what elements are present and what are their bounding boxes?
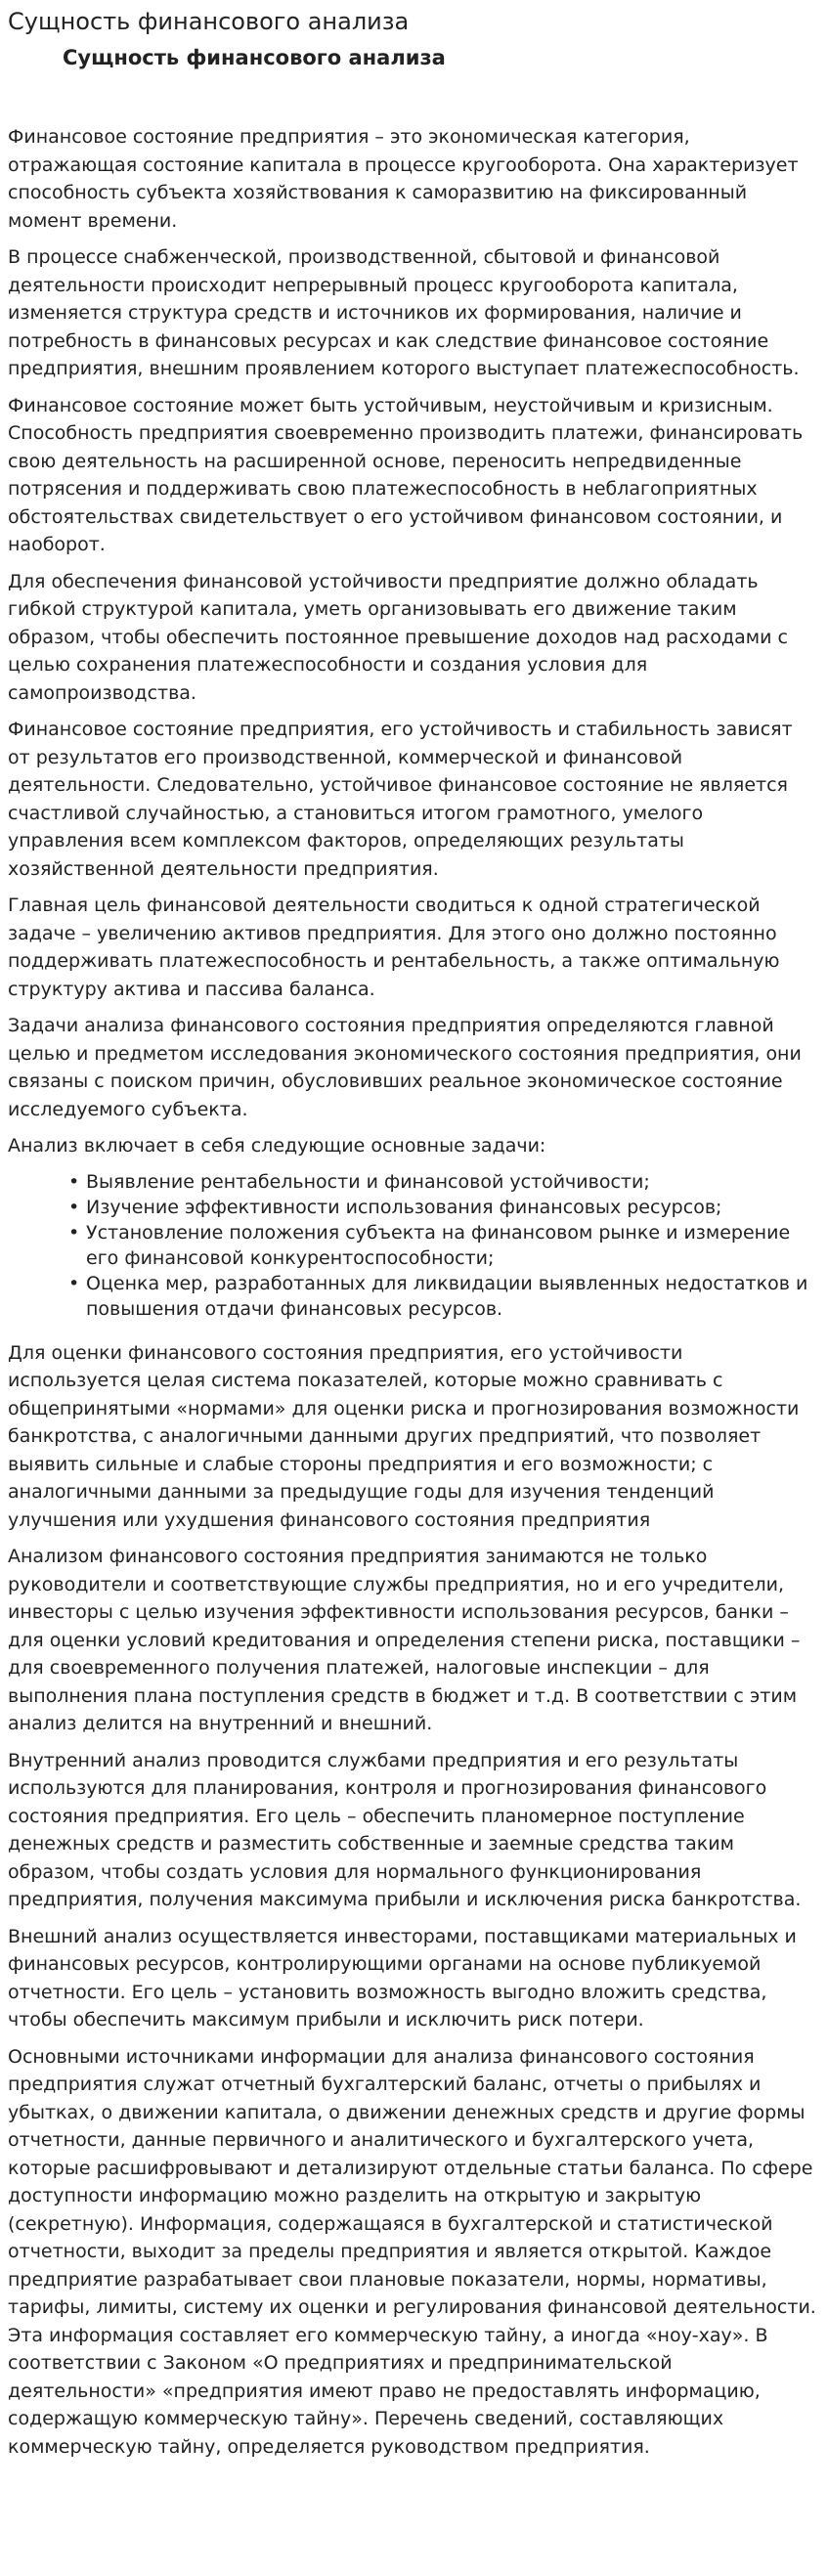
list-item: • Изучение эффективности использования финансовых ресурсов; bbox=[8, 1195, 820, 1220]
paragraph: Задачи анализа финансового состояния предприятия определяются главной целью и предметом исследования экономического состояния предприятия, они связаны с поиском причин, обусловивших реальное экономическое состояние исследуемого субъекта. bbox=[8, 1015, 802, 1120]
paragraph: Основными источниками информации для анализа финансового состояния предприятия служат отчетный бухгалтерский баланс, отчеты о прибылях и убытках, о движении капитала, о движении денежных средств и другие формы отчетности, данные первичного и аналитического и бухгалтерского учета, которые расшифровывают и детализируют отдельные статьи баланса. По сфере доступности информацию можно разделить на открытую и закрытую (секретную). Информация, содержащаяся в бухгалтерской и статистической отчетности, выходит за пределы предприятия и является открытой. Каждое предприятие разрабатывает свои плановые показатели, нормы, нормативы, тарифы, лимиты, систему их оценки и регулирования финансовой деятельности. Эта информация составляет его коммерческую тайну, а иногда «ноу-хау». В соответствии с Законом «О предприятиях и предпринимательской деятельности» «предприятия имеют право не предоставлять информацию, содержащую коммерческую тайну». Перечень сведений, составляющих коммерческую тайну, определяется руководством предприятия. bbox=[8, 2045, 816, 2458]
paragraph: Внутренний анализ проводится службами предприятия и его результаты используются для планирования, контроля и прогнозирования финансового состояния предприятия. Его цель – обеспечить планомерное поступление денежных средств и разместить собственные и заемные средства таким образом, чтобы создать условия для нормального функционирования предприятия, получения максимума прибыли и исключения риска банкротства. bbox=[8, 1749, 802, 1910]
paragraph: Для оценки финансового состояния предприятия, его устойчивости используется целая система показателей, которые можно сравнивать с общепринятыми «нормами» для оценки риска и прогнозирования возможности банкротства, с аналогичными данными других предприятий, что позволяет выявить сильные и слабые стороны предприятия и его возможности; с аналогичными данными за предыдущие годы для изучения тенденций улучшения или ухудшения финансового состояния предприятия bbox=[8, 1341, 800, 1531]
paragraph: Главная цель финансовой деятельности сводиться к одной стратегической задаче – увеличению активов предприятия. Для этого оно должно постоянно поддерживать платежеспособность и рентабельность, а также оптимальную структуру актива и пассива баланса. bbox=[8, 895, 780, 1000]
paragraph: Финансовое состояние предприятия – это экономическая категория, отражающая состояние капитала в процессе кругооборота. Она характеризует способность субъекта хозяйствования к саморазвитию на фиксированный момент времени. bbox=[8, 126, 799, 232]
list-item: • Оценка мер, разработанных для ликвидации выявленных недостатков и повышения отдачи финансовых ресурсов. bbox=[8, 1271, 820, 1322]
list-item: • Выявление рентабельности и финансовой устойчивости; bbox=[8, 1169, 820, 1195]
list-item: • Установление положения субъекта на финансовом рынке и измерение его финансовой конкурентоспособности; bbox=[8, 1220, 820, 1271]
paragraph: Анализом финансового состояния предприятия занимаются не только руководители и соответствующие службы предприятия, но и его учредители, инвесторы с целью изучения эффективности использования ресурсов, банки – для оценки условий кредитования и определения степени риска, поставщики – для своевременного получения платежей, налоговые инспекции – для выполнения плана поступления средств в бюджет и т.д. В соответствии с этим анализ делится на внутренний и внешний. bbox=[8, 1546, 801, 1734]
document-page bbox=[0, 8, 828, 2461]
paragraph: Финансовое состояние может быть устойчивым, неустойчивым и кризисным. Способность предприятия своевременно производить платежи, финансировать свою деятельность на расширенной основе, переносить непредвиденные потрясения и поддерживать свою платежеспособность в неблагоприятных обстоятельствах свидетельствует о его устойчивом финансовом состоянии, и наоборот. bbox=[8, 394, 804, 555]
paragraph: Финансовое состояние предприятия, его устойчивость и стабильность зависят от результатов его производственной, коммерческой и финансовой деятельности. Следовательно, устойчивое финансовое состояние не является счастливой случайностью, а становиться итогом грамотного, умелого управления всем комплексом факторов, определяющих результаты хозяйственной деятельности предприятия. bbox=[8, 719, 793, 880]
tasks-list bbox=[8, 1169, 820, 1322]
section-heading: Сущность финансового анализа bbox=[63, 46, 446, 69]
paragraph: Для обеспечения финансовой устойчивости предприятие должно обладать гибкой структурой капитала, уметь организовывать его движение таким образом, чтобы обеспечить постоянное превышение доходов над расходами с целью сохранения платежеспособности и создания условия для самопроизводства. bbox=[8, 570, 788, 704]
paragraph: В процессе снабженческой, производственной, сбытовой и финансовой деятельности происходит непрерывный процесс кругооборота капитала, изменяется структура средств и источников их формирования, наличие и потребность в финансовых ресурсах и как следствие финансовое состояние предприятия, внешним проявлением которого выступает платежеспособность. bbox=[8, 246, 800, 379]
paragraph: Анализ включает в себя следующие основные задачи: bbox=[8, 1135, 546, 1157]
paragraph: Внешний анализ осуществляется инвесторами, поставщиками материальных и финансовых ресурсов, контролирующими органами на основе публикуемой отчетности. Его цель – установить возможность выгодно вложить средства, чтобы обеспечить максимум прибыли и исключить риск потери. bbox=[8, 1925, 797, 2030]
page-title: Сущность финансового анализа bbox=[8, 8, 410, 35]
